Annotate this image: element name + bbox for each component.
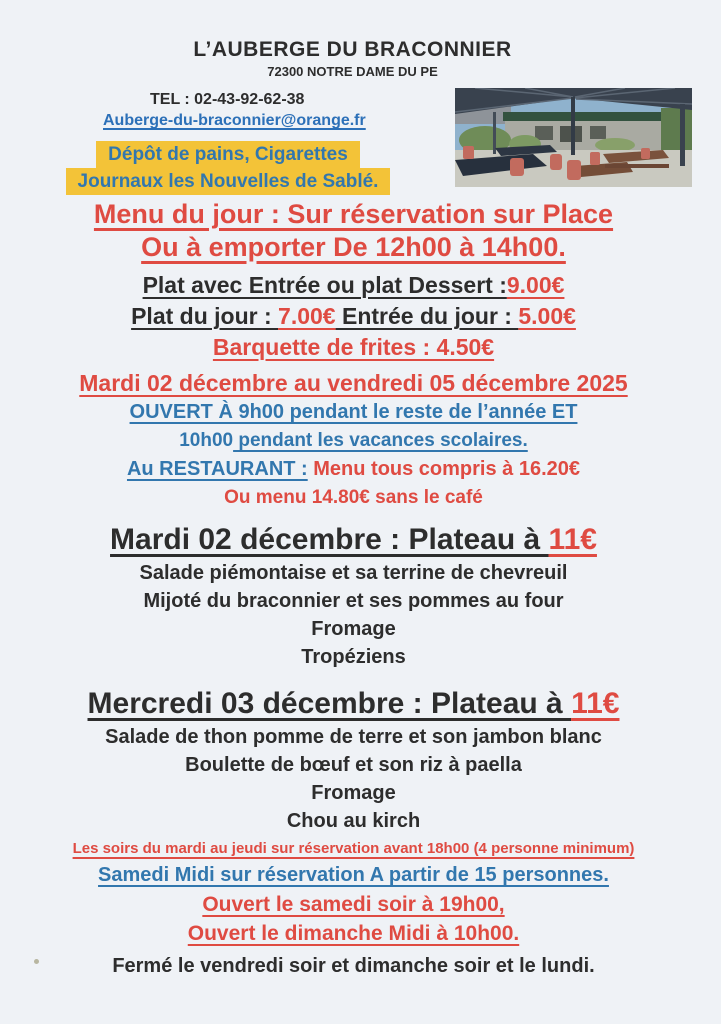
terrace-photo — [455, 88, 692, 187]
dish: Chou au kirch — [286, 810, 421, 832]
menu-banner-line-2: Ou à emporter De 12h00 à 14h00. — [141, 232, 566, 262]
price-plat-entree: Plat du jour : 7.00€ Entrée du jour : 5.00€ — [131, 303, 576, 329]
opening-hours-line-1: OUVERT À 9h00 pendant le reste de l’année ET — [129, 401, 578, 423]
opening-hours-line-2: 10h00 pendant les vacances scolaires. — [179, 430, 528, 451]
dish: Boulette de bœuf et son riz à paella — [185, 754, 522, 776]
dish: Fromage — [311, 618, 396, 640]
services-line-2: Journaux les Nouvelles de Sablé. — [66, 168, 391, 195]
address-line: 72300 NOTRE DAME DU PE — [267, 64, 438, 79]
dish: Salade piémontaise et sa terrine de chevreuil — [139, 562, 568, 584]
day-menu-price-wednesday: 11€ — [571, 687, 620, 720]
dish: Fromage — [311, 782, 396, 804]
scan-speck — [34, 959, 39, 964]
menu-content — [0, 198, 721, 981]
saturday-evening-note: Ouvert le samedi soir à 19h00, — [202, 893, 505, 916]
price-formule-amount: 9.00€ — [506, 272, 565, 298]
dish: Mijoté du braconnier et ses pommes au four — [143, 590, 564, 612]
day-menu-title-tuesday: Mardi 02 décembre : Plateau à 11€ — [110, 523, 597, 556]
day-menu-price-tuesday: 11€ — [548, 523, 597, 556]
email-link: Auberge-du-braconnier@orange.fr — [103, 112, 366, 129]
page-title: L’AUBERGE DU BRACONNIER — [193, 38, 512, 61]
evening-reservation-note: Les soirs du mardi au jeudi sur réservation avant 18h00 (4 personne minimum) — [72, 840, 635, 857]
dish: Salade de thon pomme de terre et son jambon blanc — [105, 726, 602, 748]
menu-banner-line-1: Menu du jour : Sur réservation sur Place — [93, 199, 614, 229]
price-entree-amount: 5.00€ — [518, 303, 576, 329]
sunday-lunch-note: Ouvert le dimanche Midi à 10h00. — [187, 922, 520, 945]
week-dates: Mardi 02 décembre au vendredi 05 décembre 2025 — [79, 370, 628, 396]
services-line-1: Dépôt de pains, Cigarettes — [96, 141, 360, 168]
closed-days-note: Fermé le vendredi soir et dimanche soir et le lundi. — [112, 955, 595, 977]
price-plat-amount: 7.00€ — [278, 303, 336, 329]
price-frites: Barquette de frites : 4.50€ — [212, 334, 495, 360]
restaurant-offer: Au RESTAURANT : Menu tous compris à 16.20€ — [126, 458, 581, 480]
restaurant-offer-alt: Ou menu 14.80€ sans le café — [224, 487, 483, 508]
day-menu-title-wednesday: Mercredi 03 décembre : Plateau à 11€ — [87, 687, 620, 720]
phone-number: TEL : 02-43-92-62-38 — [150, 91, 305, 108]
dish: Tropéziens — [301, 646, 406, 668]
services-highlight — [0, 141, 456, 195]
price-formule: Plat avec Entrée ou plat Dessert :9.00€ — [142, 272, 565, 298]
saturday-lunch-note: Samedi Midi sur réservation A partir de 15 personnes. — [98, 864, 609, 886]
